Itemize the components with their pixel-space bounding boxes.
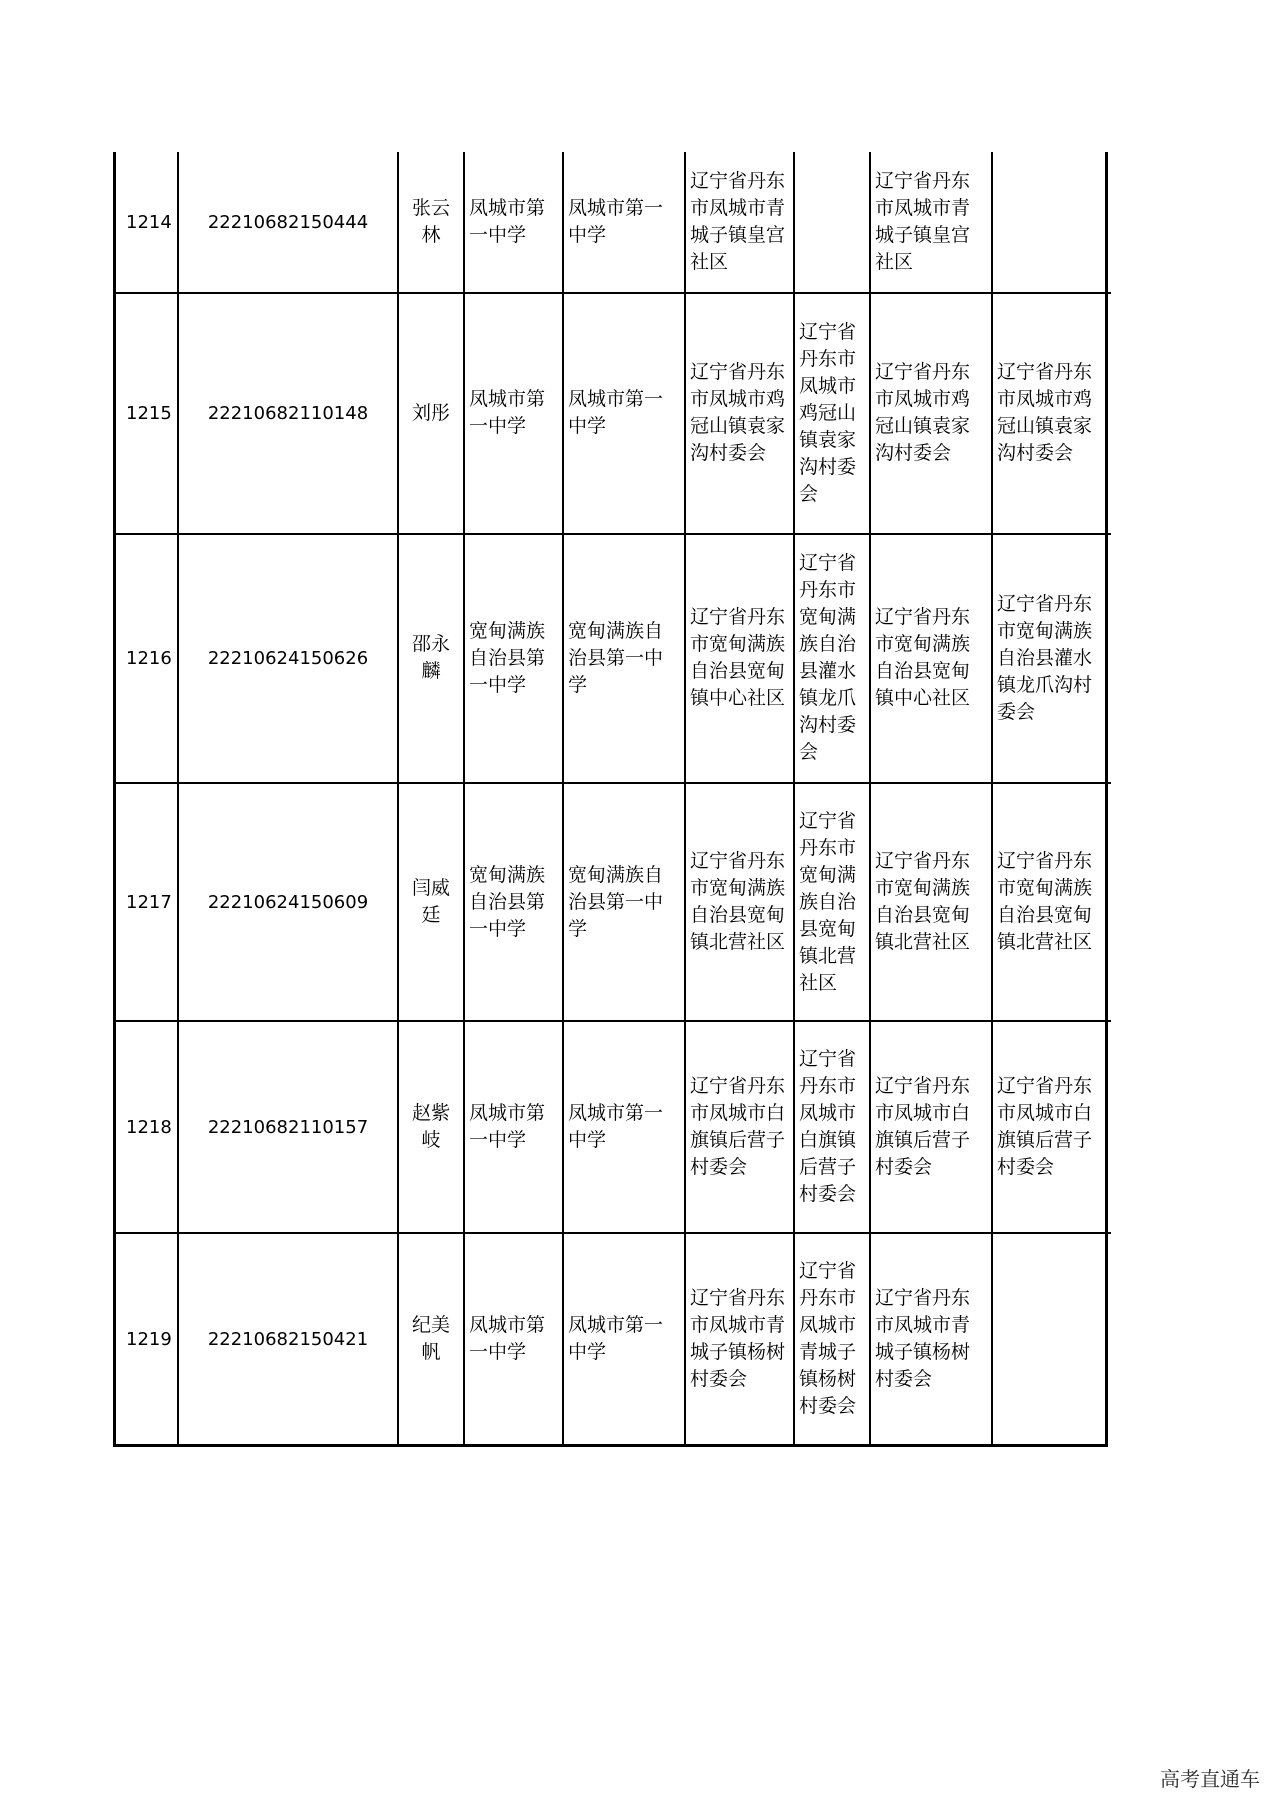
school-cell: 凤城市第一中学 xyxy=(464,152,563,293)
candidate-id-cell: 22210624150609 xyxy=(178,783,398,1021)
serial-number-cell: 1218 xyxy=(116,1021,178,1233)
address-cell: 辽宁省丹东市凤城市青城子镇杨树村委会 xyxy=(685,1233,794,1444)
address-cell: 辽宁省丹东市宽甸满族自治县宽甸镇北营社区 xyxy=(685,783,794,1021)
graduating-school-cell: 凤城市第一中学 xyxy=(563,1021,685,1233)
guardian-address-cell xyxy=(992,152,1111,293)
serial-number-cell: 1214 xyxy=(116,152,178,293)
school-cell: 凤城市第一中学 xyxy=(464,1021,563,1233)
guardian-address-cell: 辽宁省丹东市宽甸满族自治县灌水镇龙爪沟村委会 xyxy=(992,534,1111,784)
household-address-cell xyxy=(794,152,870,293)
serial-number-cell: 1215 xyxy=(116,293,178,533)
table-row xyxy=(116,783,1111,1021)
table-grid xyxy=(116,152,1111,1444)
guardian-address-cell xyxy=(992,1233,1111,1444)
table-row xyxy=(116,152,1111,293)
candidate-id-cell: 22210682110157 xyxy=(178,1021,398,1233)
household-address-cell: 辽宁省丹东市凤城市白旗镇后营子村委会 xyxy=(794,1021,870,1233)
household-address-cell: 辽宁省丹东市凤城市鸡冠山镇袁家沟村委会 xyxy=(794,293,870,533)
serial-number-cell: 1219 xyxy=(126,1328,172,1350)
watermark: 高考直通车 xyxy=(1160,1767,1260,1791)
graduating-school-cell: 凤城市第一中学 xyxy=(563,1233,685,1444)
graduating-school-cell: 凤城市第一中学 xyxy=(563,293,685,533)
graduating-school-cell: 宽甸满族自治县第一中学 xyxy=(563,783,685,1021)
address-cell: 辽宁省丹东市凤城市青城子镇皇宫社区 xyxy=(685,152,794,293)
candidate-name-cell: 邵永麟 xyxy=(398,534,464,784)
candidate-name-cell: 赵紫岐 xyxy=(398,1021,464,1233)
table-row xyxy=(116,1233,1111,1444)
guardian-address-cell: 辽宁省丹东市凤城市鸡冠山镇袁家沟村委会 xyxy=(992,293,1111,533)
graduating-school-cell: 宽甸满族自治县第一中学 xyxy=(563,534,685,784)
student-table xyxy=(113,152,1108,1447)
school-cell: 凤城市第一中学 xyxy=(464,293,563,533)
guardian-address-cell: 辽宁省丹东市凤城市白旗镇后营子村委会 xyxy=(992,1021,1111,1233)
table-row xyxy=(116,293,1111,533)
candidate-name-cell: 刘彤 xyxy=(398,293,464,533)
parent-address-cell: 辽宁省丹东市凤城市白旗镇后营子村委会 xyxy=(870,1021,992,1233)
address-cell: 辽宁省丹东市凤城市鸡冠山镇袁家沟村委会 xyxy=(685,293,794,533)
address-cell: 辽宁省丹东市凤城市白旗镇后营子村委会 xyxy=(685,1021,794,1233)
parent-address-cell: 辽宁省丹东市凤城市青城子镇皇宫社区 xyxy=(870,152,992,293)
guardian-address-cell: 辽宁省丹东市宽甸满族自治县宽甸镇北营社区 xyxy=(992,783,1111,1021)
table-body xyxy=(116,152,1111,1444)
parent-address-cell: 辽宁省丹东市宽甸满族自治县宽甸镇北营社区 xyxy=(870,783,992,1021)
school-cell: 宽甸满族自治县第一中学 xyxy=(464,783,563,1021)
table-row xyxy=(116,1021,1111,1233)
candidate-id-cell: 22210624150626 xyxy=(178,534,398,784)
candidate-id-cell: 22210682110148 xyxy=(178,293,398,533)
candidate-name-cell: 纪美帆 xyxy=(398,1233,464,1444)
candidate-id-cell: 22210682150444 xyxy=(178,152,398,293)
household-address-cell: 辽宁省丹东市宽甸满族自治县宽甸镇北营社区 xyxy=(794,783,870,1021)
parent-address-cell: 辽宁省丹东市凤城市鸡冠山镇袁家沟村委会 xyxy=(870,293,992,533)
candidate-name-cell: 闫威廷 xyxy=(398,783,464,1021)
candidate-id-cell: 22210682150421 xyxy=(178,1233,398,1444)
household-address-cell: 辽宁省丹东市宽甸满族自治县灌水镇龙爪沟村委会 xyxy=(794,534,870,784)
school-cell: 凤城市第一中学 xyxy=(464,1233,563,1444)
serial-number-cell: 1217 xyxy=(116,783,178,1021)
parent-address-cell: 辽宁省丹东市宽甸满族自治县宽甸镇中心社区 xyxy=(870,534,992,784)
parent-address-cell: 辽宁省丹东市凤城市青城子镇杨树村委会 xyxy=(870,1233,992,1444)
candidate-name-cell: 张云林 xyxy=(398,152,464,293)
school-cell: 宽甸满族自治县第一中学 xyxy=(464,534,563,784)
graduating-school-cell: 凤城市第一中学 xyxy=(563,152,685,293)
household-address-cell: 辽宁省丹东市凤城市青城子镇杨树村委会 xyxy=(794,1233,870,1444)
address-cell: 辽宁省丹东市宽甸满族自治县宽甸镇中心社区 xyxy=(685,534,794,784)
serial-number-cell: 1216 xyxy=(116,534,178,784)
table-row xyxy=(116,534,1111,784)
